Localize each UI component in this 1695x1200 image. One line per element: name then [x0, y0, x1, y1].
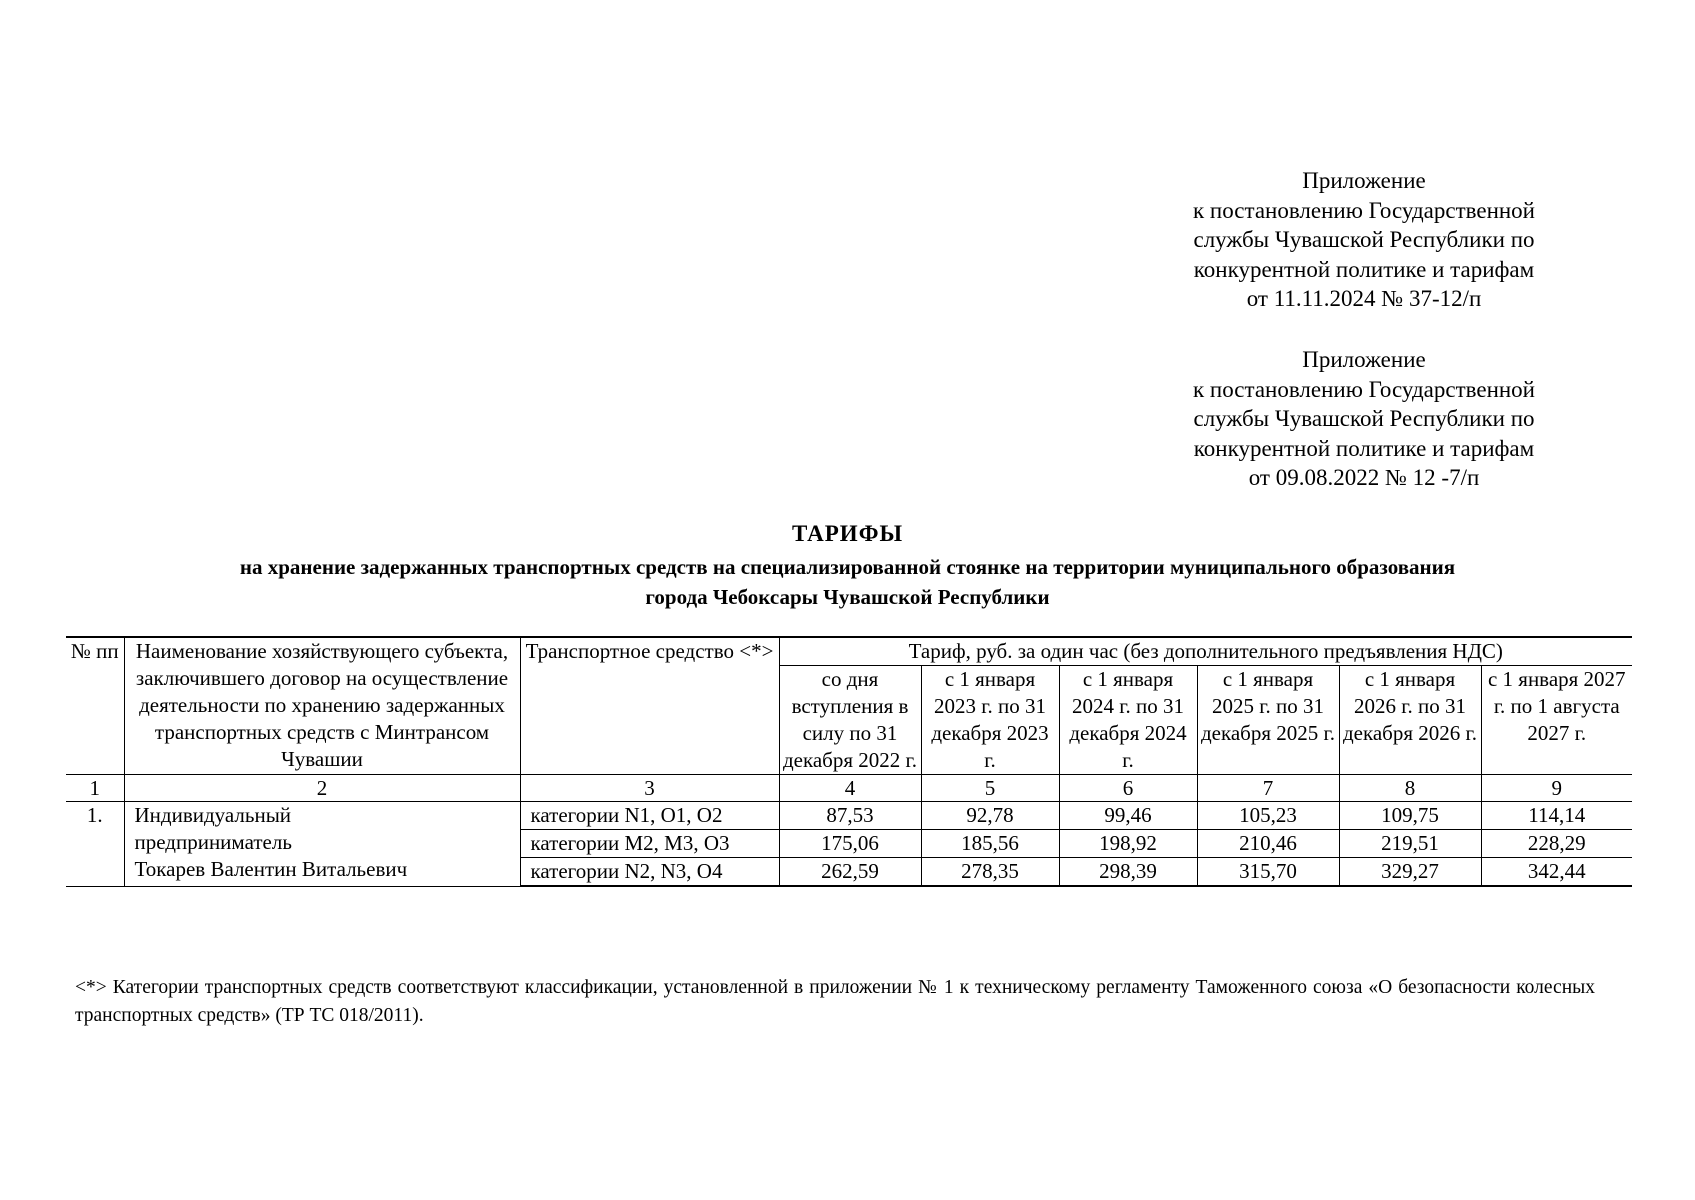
tariff-value: 262,59: [779, 858, 921, 887]
footnote: <*> Категории транспортных средств соответствуют классификации, установленной в приложении № 1 к техническому регламенту Таможенного союза «О безопасности колесных транспортных средств» (ТР ТС 018/2011).: [75, 977, 1595, 1026]
entity-name: [124, 802, 520, 887]
header-period: с 1 января 2024 г. по 31 декабря 2024 г.: [1059, 666, 1197, 775]
tariff-value: 210,46: [1197, 830, 1339, 858]
column-number: 6: [1059, 775, 1197, 802]
tariff-value: 185,56: [921, 830, 1059, 858]
appendix-line: к постановлению Государственной: [1193, 376, 1535, 402]
header-period: с 1 января 2027 г. по 1 августа 2027 г.: [1481, 666, 1632, 775]
header-entity: Наименование хозяйствующего субъекта, заключившего договор на осуществление деятельности по хранению задержанных транспортных средств с Минтрансом Чувашии: [124, 637, 520, 775]
header-row: [66, 637, 1632, 666]
appendix-line: от 09.08.2022 № 12 -7/п: [1248, 465, 1480, 490]
tariff-table: [66, 636, 1632, 887]
entity-line: Индивидуальный: [134, 803, 292, 827]
tariff-value: 315,70: [1197, 858, 1339, 887]
column-number: 4: [779, 775, 921, 802]
table-row: [66, 802, 1632, 830]
vehicle-category: категории N1, O1, O2: [520, 802, 779, 830]
tariff-value: 99,46: [1059, 802, 1197, 830]
column-number: 5: [921, 775, 1059, 802]
appendix-line: конкурентной политике и тарифам: [1193, 435, 1535, 461]
column-number: 2: [124, 775, 520, 802]
tariff-value: 114,14: [1481, 802, 1632, 830]
tariff-value: 228,29: [1481, 830, 1632, 858]
header-period: со дня вступления в силу по 31 декабря 2022 г.: [779, 666, 921, 775]
column-number: 7: [1197, 775, 1339, 802]
header-num: № пп: [66, 637, 124, 775]
tariff-value: 342,44: [1481, 858, 1632, 887]
appendix-line: Приложение: [1302, 168, 1426, 193]
appendix-line: службы Чувашской Республики по: [1193, 227, 1535, 252]
column-number-row: [66, 775, 1632, 802]
tariff-value: 298,39: [1059, 858, 1197, 887]
appendix-note-current: [1149, 166, 1579, 314]
header-tariff-group: Тариф, руб. за один час (без дополнительного предъявления НДС): [779, 637, 1632, 666]
column-number: 3: [520, 775, 779, 802]
subtitle-line: на хранение задержанных транспортных средств на специализированной стоянке на территории муниципального образования: [239, 555, 1456, 579]
tariff-value: 329,27: [1339, 858, 1481, 887]
tariff-value: 105,23: [1197, 802, 1339, 830]
tariff-value: 219,51: [1339, 830, 1481, 858]
appendix-line: службы Чувашской Республики по: [1193, 406, 1535, 431]
header-period: с 1 января 2025 г. по 31 декабря 2025 г.: [1197, 666, 1339, 775]
appendix-line: от 11.11.2024 № 37-12/п: [1246, 286, 1482, 311]
header-vehicle: Транспортное средство <*>: [520, 637, 779, 775]
appendix-line: Приложение: [1302, 347, 1426, 372]
document-subtitle: [60, 552, 1635, 612]
appendix-line: к постановлению Государственной: [1193, 197, 1535, 223]
tariff-value: 92,78: [921, 802, 1059, 830]
appendix-line: конкурентной политике и тарифам: [1193, 256, 1535, 282]
entity-line: Токарев Валентин Витальевич: [134, 857, 408, 881]
tariff-value: 278,35: [921, 858, 1059, 887]
column-number: 1: [66, 775, 124, 802]
tariff-value: 175,06: [779, 830, 921, 858]
column-number: 8: [1339, 775, 1481, 802]
vehicle-category: категории N2, N3, O4: [520, 858, 779, 887]
column-number: 9: [1481, 775, 1632, 802]
header-period: с 1 января 2023 г. по 31 декабря 2023 г.: [921, 666, 1059, 775]
header-period: с 1 января 2026 г. по 31 декабря 2026 г.: [1339, 666, 1481, 775]
tariff-value: 109,75: [1339, 802, 1481, 830]
subtitle-line: города Чебоксары Чувашской Республики: [645, 585, 1050, 609]
vehicle-category: категории M2, M3, O3: [520, 830, 779, 858]
tariff-value: 87,53: [779, 802, 921, 830]
document-title: ТАРИФЫ: [791, 521, 904, 546]
tariff-value: 198,92: [1059, 830, 1197, 858]
appendix-note-previous: [1149, 345, 1579, 493]
row-number: 1.: [66, 802, 124, 887]
entity-line: предприниматель: [134, 830, 292, 854]
